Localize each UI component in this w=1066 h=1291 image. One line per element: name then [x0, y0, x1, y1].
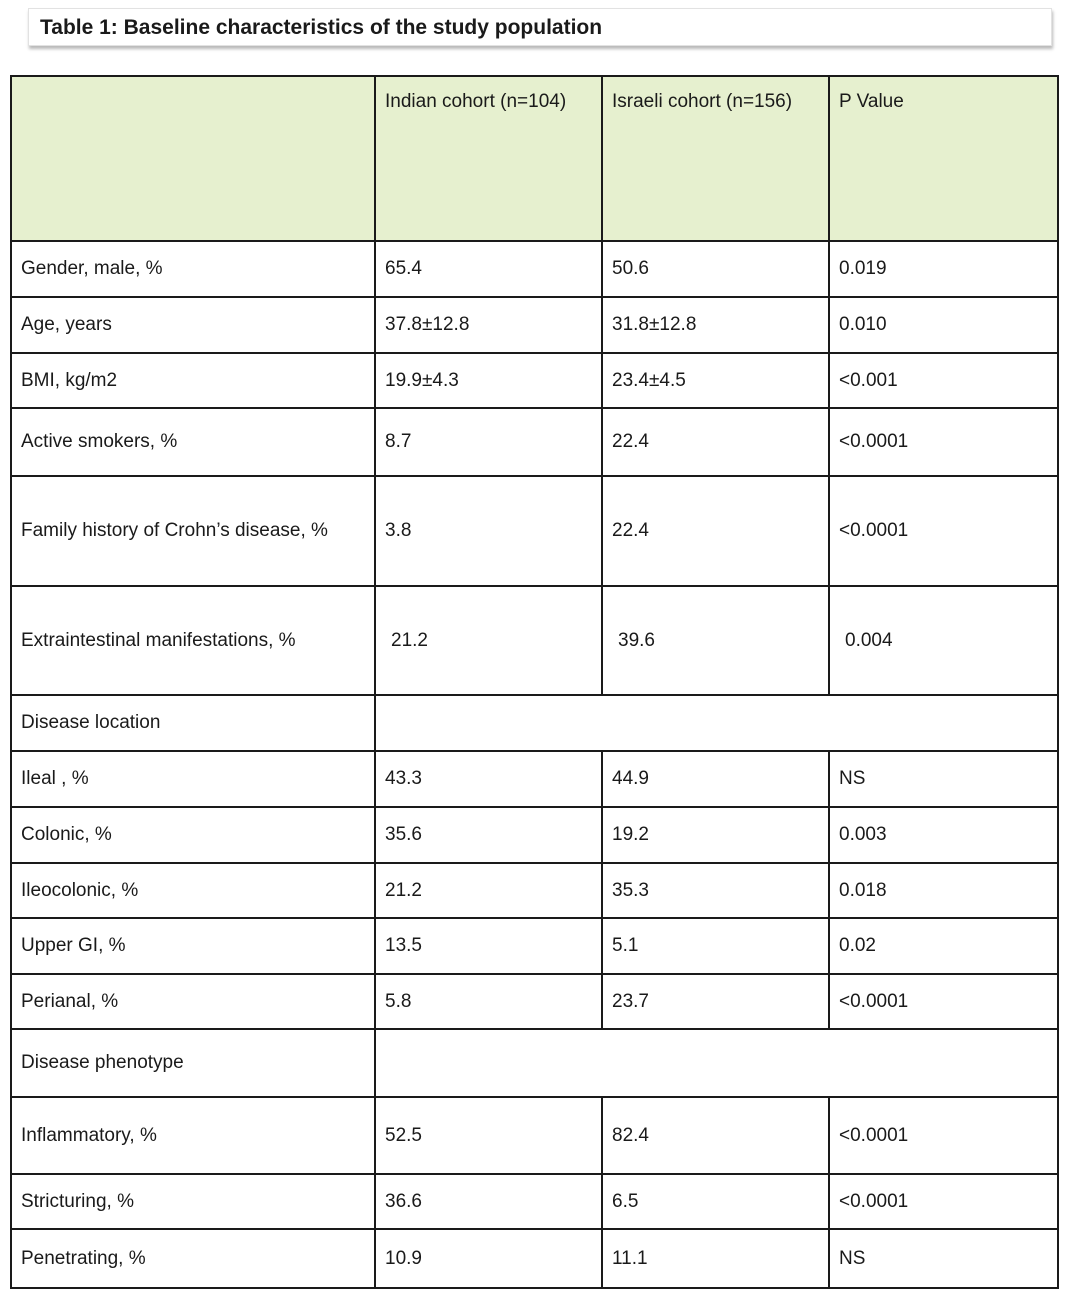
israeli-value: 35.3 [602, 863, 829, 918]
israeli-value: 44.9 [602, 751, 829, 807]
indian-value: 37.8±12.8 [375, 297, 602, 353]
table-row [11, 476, 1058, 586]
indian-value: 13.5 [375, 918, 602, 974]
table-row [11, 863, 1058, 918]
row-label: Inflammatory, % [11, 1097, 375, 1174]
p-value: 0.010 [829, 297, 1058, 353]
p-value: 0.004 [829, 586, 1058, 695]
indian-value: 36.6 [375, 1174, 602, 1229]
israeli-value: 22.4 [602, 476, 829, 586]
indian-value: 21.2 [375, 863, 602, 918]
table-row [11, 408, 1058, 476]
table-row [11, 586, 1058, 695]
row-label: Family history of Crohn’s disease, % [11, 476, 375, 586]
p-value: 0.018 [829, 863, 1058, 918]
row-label: BMI, kg/m2 [11, 353, 375, 408]
indian-value: 8.7 [375, 408, 602, 476]
header-indian-cohort: Indian cohort (n=104) [375, 76, 602, 241]
israeli-value: 6.5 [602, 1174, 829, 1229]
indian-value: 19.9±4.3 [375, 353, 602, 408]
israeli-value: 31.8±12.8 [602, 297, 829, 353]
p-value: NS [829, 1229, 1058, 1288]
indian-value: 3.8 [375, 476, 602, 586]
row-label: Gender, male, % [11, 241, 375, 297]
p-value: <0.0001 [829, 408, 1058, 476]
israeli-value: 39.6 [602, 586, 829, 695]
section-label: Disease location [11, 695, 375, 751]
israeli-value: 22.4 [602, 408, 829, 476]
row-label: Stricturing, % [11, 1174, 375, 1229]
p-value: 0.019 [829, 241, 1058, 297]
row-label: Perianal, % [11, 974, 375, 1029]
p-value: 0.003 [829, 807, 1058, 863]
section-label: Disease phenotype [11, 1029, 375, 1097]
header-p-value: P Value [829, 76, 1058, 241]
indian-value: 5.8 [375, 974, 602, 1029]
table-row [11, 751, 1058, 807]
israeli-value: 82.4 [602, 1097, 829, 1174]
p-value: <0.0001 [829, 1097, 1058, 1174]
p-value: 0.02 [829, 918, 1058, 974]
row-label: Ileal , % [11, 751, 375, 807]
section-row-disease-phenotype [11, 1029, 1058, 1097]
section-empty-cell [375, 695, 1058, 751]
row-label: Age, years [11, 297, 375, 353]
row-label: Penetrating, % [11, 1229, 375, 1288]
israeli-value: 5.1 [602, 918, 829, 974]
indian-value: 10.9 [375, 1229, 602, 1288]
table-row [11, 1097, 1058, 1174]
table-row [11, 807, 1058, 863]
indian-value: 21.2 [375, 586, 602, 695]
israeli-value: 50.6 [602, 241, 829, 297]
israeli-value: 23.7 [602, 974, 829, 1029]
header-empty-cell [11, 76, 375, 241]
p-value: <0.0001 [829, 476, 1058, 586]
israeli-value: 19.2 [602, 807, 829, 863]
table-row [11, 297, 1058, 353]
p-value: NS [829, 751, 1058, 807]
row-label: Colonic, % [11, 807, 375, 863]
israeli-value: 23.4±4.5 [602, 353, 829, 408]
baseline-characteristics-table [10, 75, 1059, 1289]
table-caption: Table 1: Baseline characteristics of the study population [28, 8, 1052, 46]
header-israeli-cohort: Israeli cohort (n=156) [602, 76, 829, 241]
row-label: Extraintestinal manifestations, % [11, 586, 375, 695]
table-header-row [11, 76, 1058, 241]
indian-value: 65.4 [375, 241, 602, 297]
section-row-disease-location [11, 695, 1058, 751]
p-value: <0.0001 [829, 974, 1058, 1029]
table-row [11, 918, 1058, 974]
table-row [11, 1174, 1058, 1229]
table-row [11, 241, 1058, 297]
indian-value: 35.6 [375, 807, 602, 863]
table-row [11, 974, 1058, 1029]
israeli-value: 11.1 [602, 1229, 829, 1288]
table-row [11, 353, 1058, 408]
row-label: Active smokers, % [11, 408, 375, 476]
row-label: Upper GI, % [11, 918, 375, 974]
indian-value: 52.5 [375, 1097, 602, 1174]
row-label: Ileocolonic, % [11, 863, 375, 918]
section-empty-cell [375, 1029, 1058, 1097]
table-row [11, 1229, 1058, 1288]
p-value: <0.0001 [829, 1174, 1058, 1229]
p-value: <0.001 [829, 353, 1058, 408]
indian-value: 43.3 [375, 751, 602, 807]
